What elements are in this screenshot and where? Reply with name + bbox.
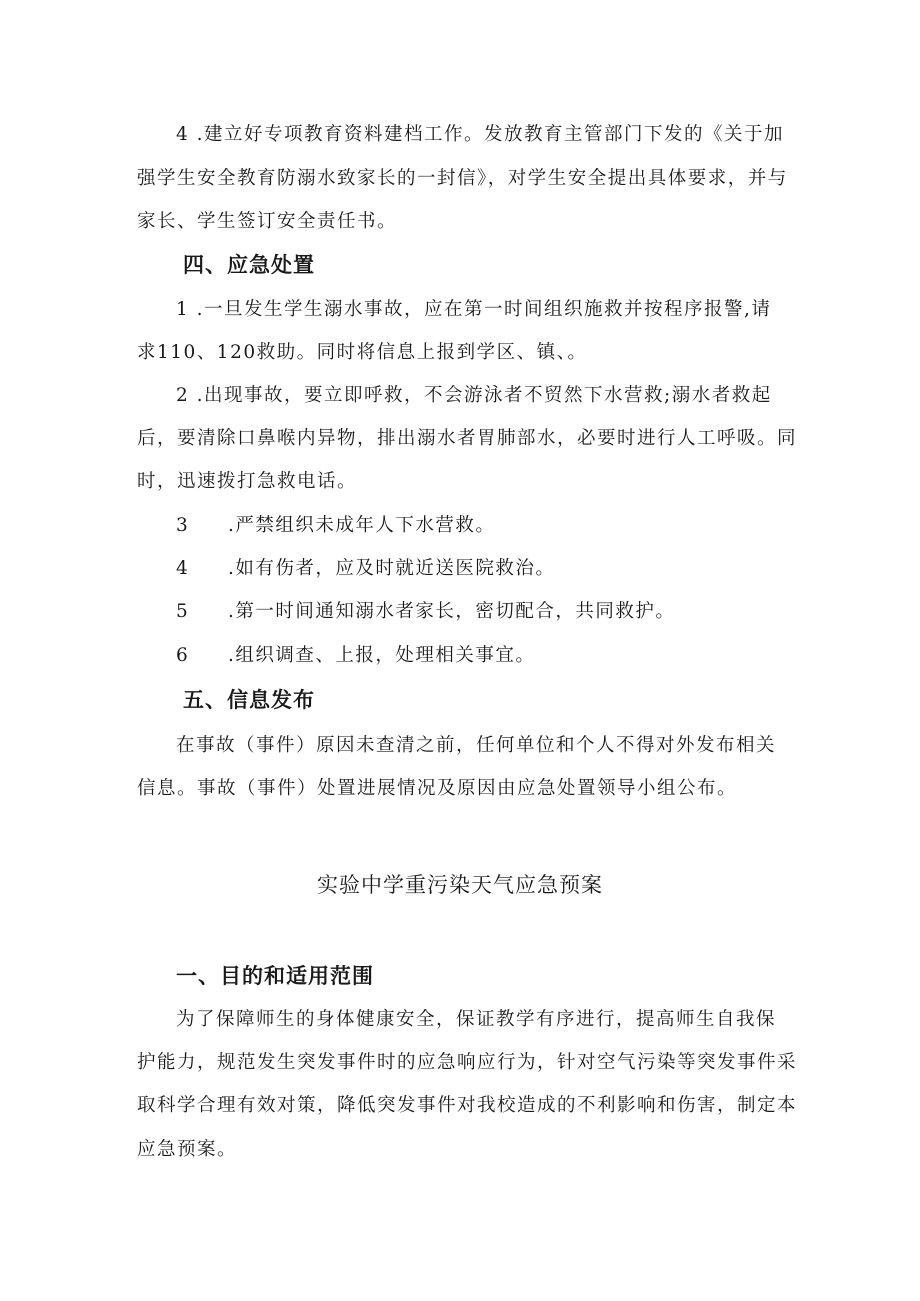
section-4-item-1-line-1: 1 .一旦发生学生溺水事故，应在第一时间组织施救并按程序报警,请 xyxy=(176,299,772,320)
item-4-line-1: 4 .建立好专项教育资料建档工作。发放教育主管部门下发的《关于加 xyxy=(176,124,785,145)
plan-title: 实验中学重污染天气应急预案 xyxy=(317,873,603,897)
section-4-item-6 xyxy=(176,644,535,668)
section-1-line-2: 护能力，规范发生突发事件时的应急响应行为，针对空气污染等突发事件采 xyxy=(137,1052,798,1073)
section-5-heading: 五、信息发布 xyxy=(183,688,315,712)
item-text: .如有伤者，应及时就近送医院救治。 xyxy=(228,558,556,579)
section-4-item-4 xyxy=(176,557,555,581)
item-4-line-2: 强学生安全教育防溺水致家长的一封信》，对学生安全提出具体要求，并与 xyxy=(137,168,788,189)
section-4-item-2-line-2: 后，要清除口鼻喉内异物，排出溺水者胃肺部水，必要时进行人工呼吸。同 xyxy=(137,428,798,449)
section-1-line-3: 取科学合理有效对策，降低突发事件对我校造成的不利影响和伤害，制定本 xyxy=(137,1095,798,1116)
item-text: .第一时间通知溺水者家长，密切配合，共同救护。 xyxy=(228,601,676,622)
section-1-heading: 一、目的和适用范围 xyxy=(176,964,374,988)
section-4-item-2-line-3: 时，迅速拨打急救电话。 xyxy=(137,471,358,492)
item-text: .组织调查、上报，处理相关事宜。 xyxy=(228,645,536,666)
item-text: .严禁组织未成年人下水营救。 xyxy=(228,515,496,536)
section-5-line-2: 信息。事故（事件）处置进展情况及原因由应急处置领导小组公布。 xyxy=(137,778,738,799)
section-1-line-1: 为了保障师生的身体健康安全，保证教学有序进行，提高师生自我保 xyxy=(176,1009,777,1030)
section-4-item-5 xyxy=(176,600,675,624)
item-number: 3 xyxy=(176,515,190,536)
section-1-line-4: 应急预案。 xyxy=(137,1139,238,1160)
section-4-heading: 四、应急处置 xyxy=(183,253,315,277)
section-5-line-1: 在事故（事件）原因未查清之前，任何单位和个人不得对外发布相关 xyxy=(176,735,777,756)
section-4-item-1-line-2: 求110、120救助。同时将信息上报到学区、镇、。 xyxy=(137,342,588,363)
section-4-item-2-line-1: 2 .出现事故，要立即呼救，不会游泳者不贸然下水营救;溺水者救起 xyxy=(176,385,772,406)
item-number: 6 xyxy=(176,645,190,666)
item-4-line-3: 家长、学生签订安全责任书。 xyxy=(137,211,398,232)
item-number: 4 xyxy=(176,558,190,579)
item-number: 5 xyxy=(176,601,190,622)
section-4-item-3 xyxy=(176,514,495,538)
